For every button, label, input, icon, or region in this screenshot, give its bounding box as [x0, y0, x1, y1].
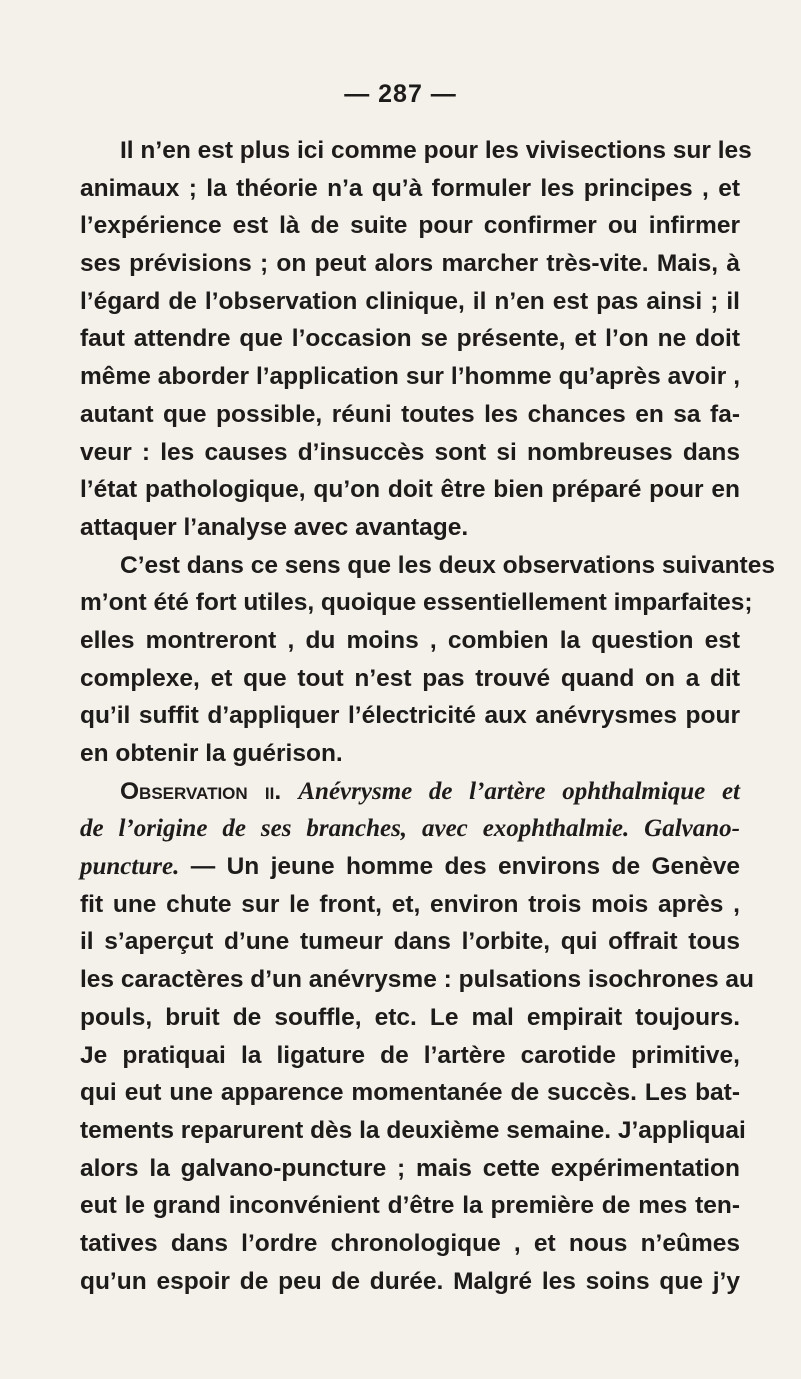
observation-heading-line [80, 773, 740, 811]
text-line: il s’aperçut d’une tumeur dans l’orbite, qui offrait tous [80, 928, 740, 956]
text-line: en obtenir la guérison. [80, 740, 343, 767]
observation-title-continued: de l’origine de ses branches, avec exophthalmie. Galvano- [80, 815, 740, 843]
text-line: eut le grand inconvénient d’être la première de mes ten- [80, 1192, 740, 1220]
text-line: tatives dans l’ordre chronologique , et nous n’eûmes [80, 1229, 740, 1257]
text-line: ses prévisions ; on peut alors marcher très-vite. Mais, à [80, 250, 740, 278]
text-line: faut attendre que l’occasion se présente, et l’on ne doit [80, 325, 740, 353]
text-line: Il n’en est plus ici comme pour les vivisections sur les [120, 137, 752, 164]
text-line: qu’il suffit d’appliquer l’électricité aux anévrysmes pour [80, 702, 740, 730]
text-line: elles montreront , du moins , combien la question est [80, 626, 740, 654]
text-line: fit une chute sur le front, et, environ trois mois après , [80, 890, 740, 918]
text-line: Je pratiquai la ligature de l’artère carotide primitive, [80, 1041, 740, 1069]
observation-heading: Observation ii. [120, 777, 282, 805]
text-line: même aborder l’application sur l’homme qu’après avoir , [80, 363, 740, 391]
text-line: l’expérience est là de suite pour confirmer ou infirmer [80, 212, 740, 240]
text-line: qu’un espoir de peu de durée. Malgré les soins que j’y [80, 1267, 740, 1295]
text-line: les caractères d’un anévrysme : pulsations isochrones au [80, 966, 755, 994]
observation-title: Anévrysme de l’artère ophthalmique et [298, 777, 740, 805]
text-line: animaux ; la théorie n’a qu’à formuler les principes , et [80, 174, 740, 202]
body-text [80, 132, 775, 1300]
text-line [80, 848, 740, 886]
page-number: — 287 — [344, 80, 457, 108]
text-line: C’est dans ce sens que les deux observations suivantes [120, 551, 775, 579]
text-line: tements reparurent dès la deuxième semaine. J’appliquai [80, 1116, 746, 1144]
text-line: m’ont été fort utiles, quoique essentiellement imparfaites; [80, 589, 753, 617]
observation-text-start: — Un jeune homme des environs de Genève [179, 853, 740, 881]
observation-title-end: puncture. [80, 853, 180, 881]
text-line: complexe, et que tout n’est pas trouvé quand on a dit [80, 664, 740, 692]
text-line: pouls, bruit de souffle, etc. Le mal empirait toujours. [80, 1003, 740, 1031]
text-line: attaquer l’analyse avec avantage. [80, 513, 469, 541]
text-line: qui eut une apparence momentanée de succès. Les bat- [80, 1079, 740, 1107]
text-line: veur : les causes d’insuccès sont si nombreuses dans [80, 438, 740, 466]
text-line: l’égard de l’observation clinique, il n’en est pas ainsi ; il [80, 287, 740, 315]
text-line: alors la galvano-puncture ; mais cette expérimentation [80, 1154, 740, 1182]
text-line: l’état pathologique, qu’on doit être bien préparé pour en [80, 476, 740, 504]
text-line: autant que possible, réuni toutes les chances en sa fa- [80, 400, 740, 428]
